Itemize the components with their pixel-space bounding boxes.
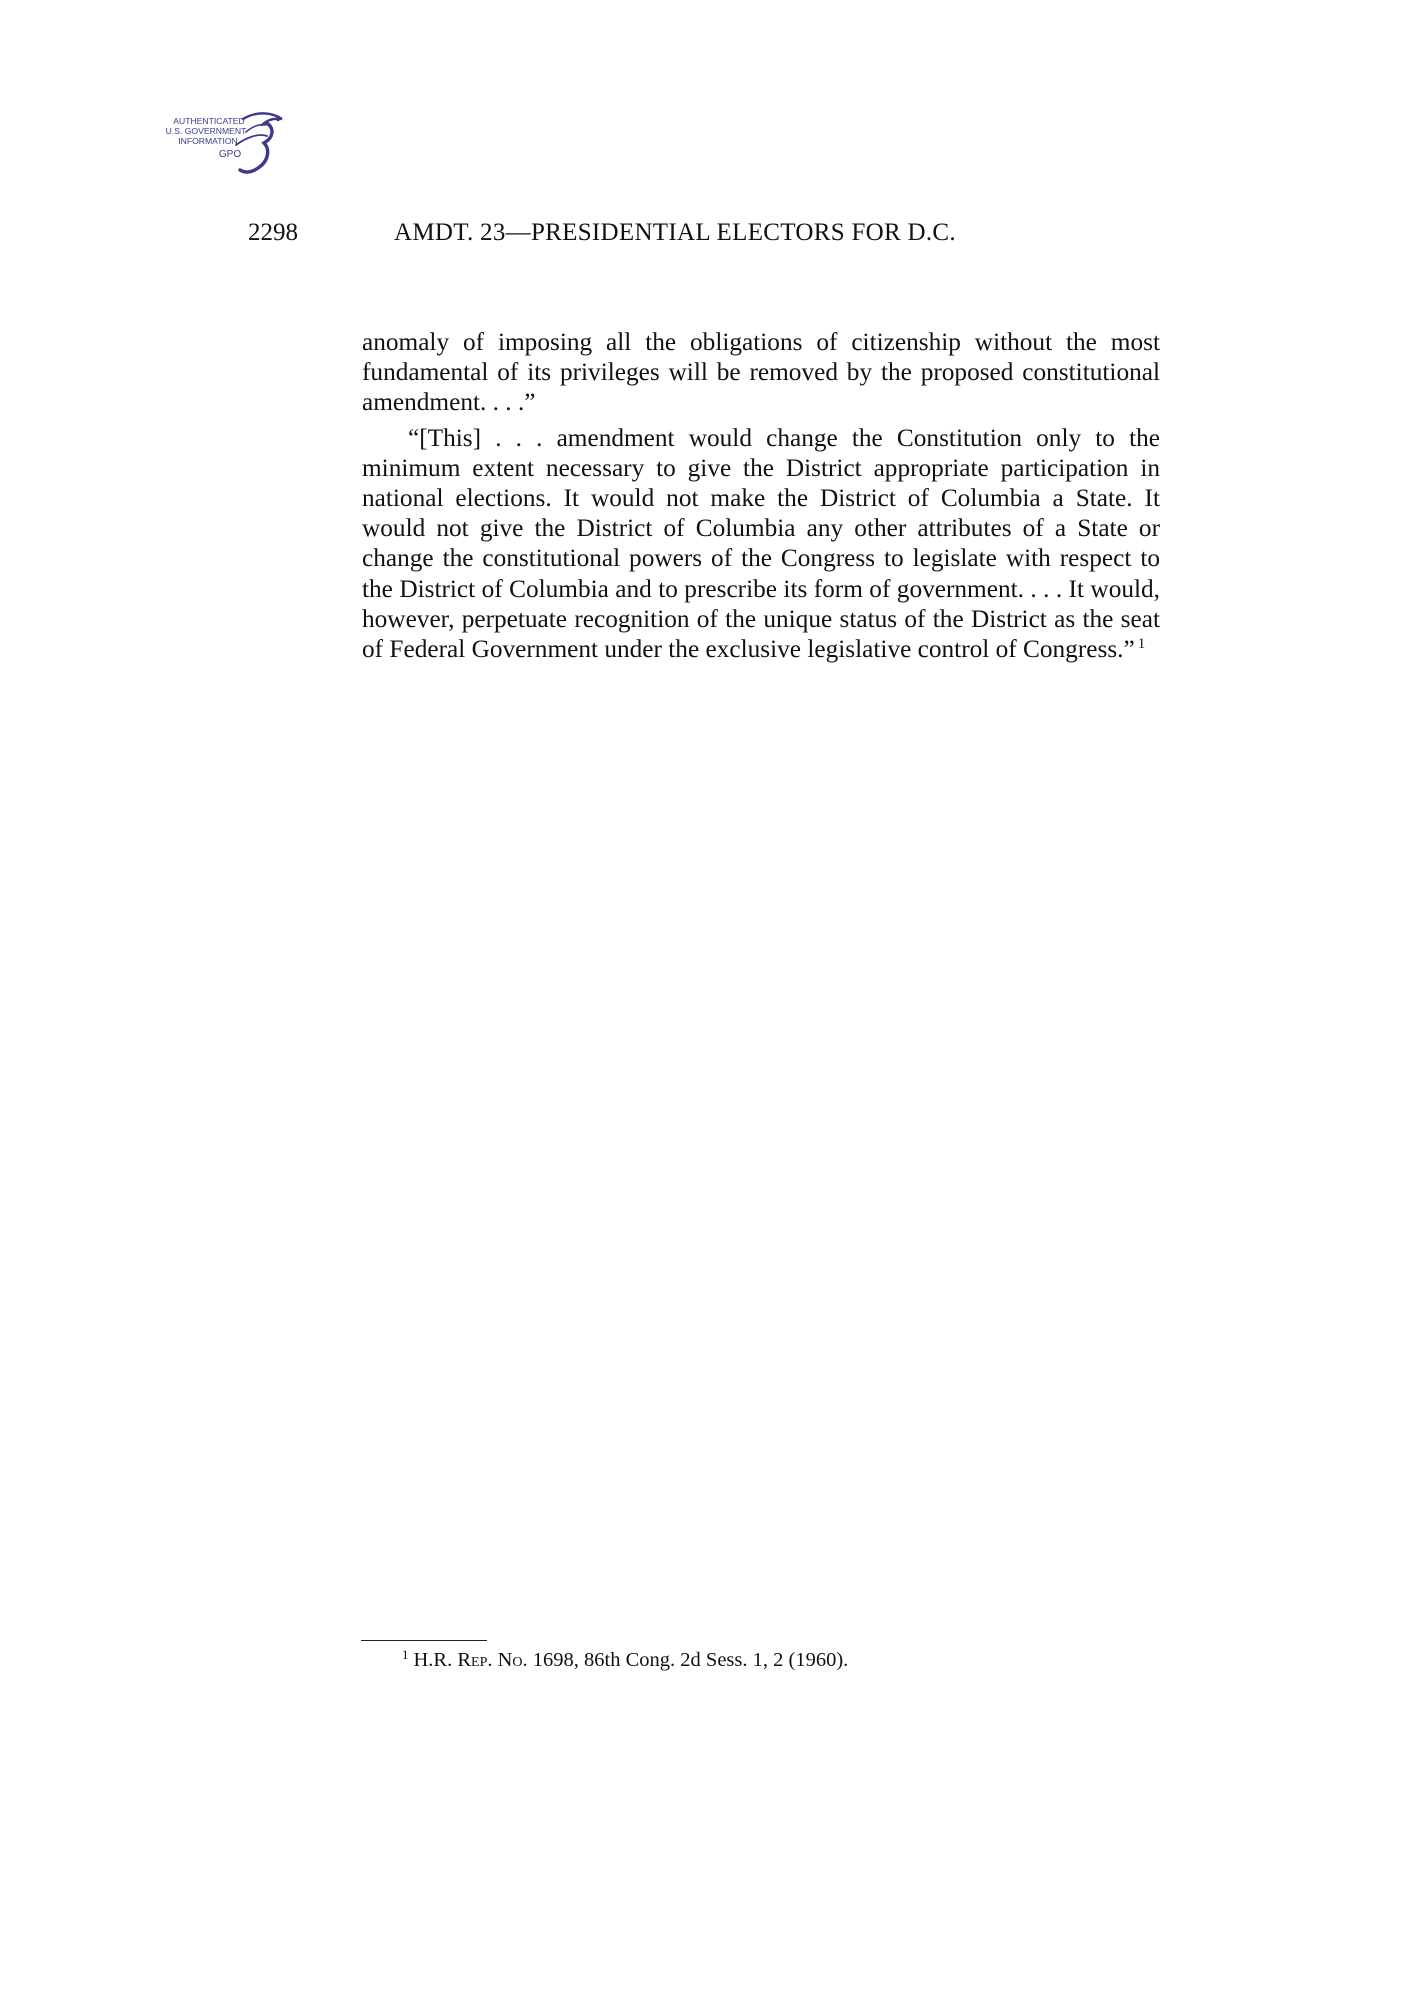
footnote-rep: Rep.: [457, 1649, 493, 1671]
paragraph-1-text: anomaly of imposing all the obligations of citizenship without the most fundamental of its privileges will be removed by the proposed constitutional amendment. . . .”: [362, 328, 1160, 417]
seal-line-3: INFORMATION: [178, 136, 238, 146]
running-title: AMDT. 23—PRESIDENTIAL ELECTORS FOR D.C.: [394, 219, 956, 246]
seal-line-1: AUTHENTICATED: [173, 116, 245, 126]
footnote-divider: [361, 1640, 487, 1641]
footnote-reference[interactable]: 1: [1137, 636, 1146, 653]
footnote-no: No.: [497, 1649, 528, 1671]
page-number: 2298: [248, 219, 298, 246]
paragraph-2: [362, 423, 1160, 665]
footnote-1: [402, 1646, 1162, 1674]
paragraph-1: [362, 327, 1160, 418]
seal-line-2: U.S. GOVERNMENT: [165, 126, 247, 136]
footnote-text-a: H.R.: [413, 1649, 458, 1671]
paragraph-2-text: “[This] . . . amendment would change the Constitution only to the minimum extent necessary to give the District appropriate participation in national elections. It would not make the District of Columbia a State. It would not give the District of Columbia any other attributes of a State or change the constitutional powers of the Congress to legislate with respect to the District of Columbia and to prescribe its form of government. . . . It would, however, perpetuate recognition of the unique status of the District as the seat of Federal Government under the exclusive legislative control of Congress.”: [362, 423, 1160, 664]
footnote-marker: 1: [402, 1647, 409, 1662]
gpo-authentication-seal: [150, 112, 300, 190]
eagle-icon: [150, 112, 300, 190]
running-header: [0, 213, 1408, 253]
footnote-text-c: 1698, 86th Cong. 2d Sess. 1, 2 (1960).: [527, 1649, 849, 1671]
body-text: [362, 327, 1160, 664]
seal-mark: GPO: [218, 149, 242, 160]
